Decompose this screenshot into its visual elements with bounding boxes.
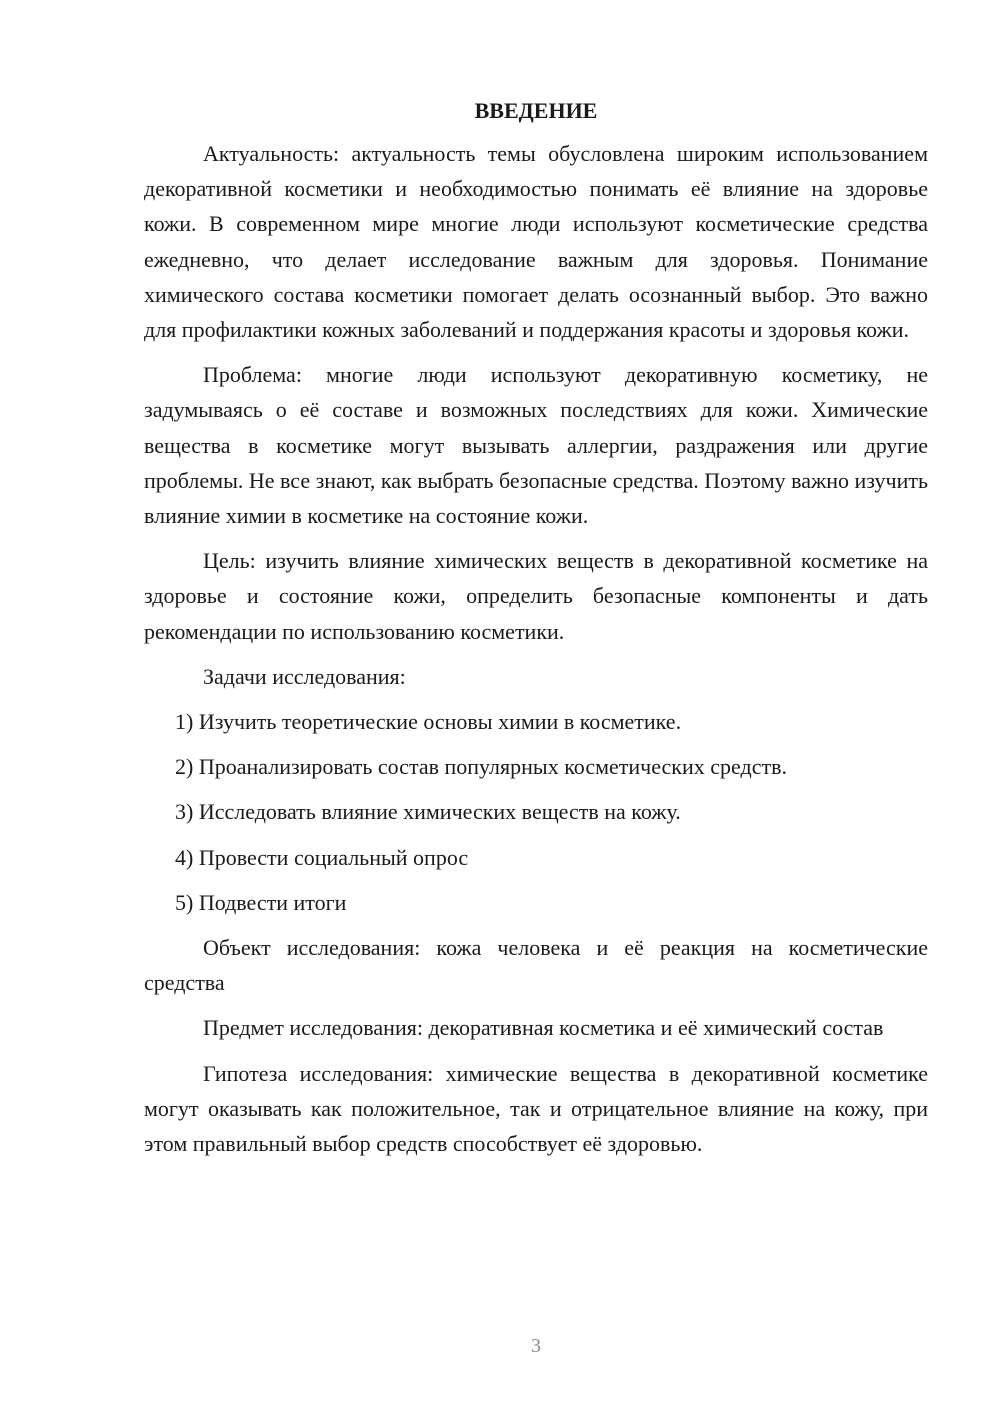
task-item: 5) Подвести итоги [175,889,347,915]
tasks-heading: Задачи исследования: [203,663,406,689]
document-body [144,96,928,1171]
goal-paragraph: Цель: изучить влияние химических веществ в декоративной косметике на здоровье и состояние кожи, определить безопасные компоненты и дать рекомендации по использованию косметики. [144,548,928,644]
task-item: 1) Изучить теоретические основы химии в косметике. [175,709,682,735]
task-item: 2) Проанализировать состав популярных косметических средств. [175,754,787,780]
section-title: ВВЕДЕНИЕ [474,98,598,123]
task-item: 3) Исследовать влияние химических веществ на кожу. [175,799,681,825]
hypothesis-paragraph: Гипотеза исследования: химические вещества в декоративной косметике могут оказывать как положительное, так и отрицательное влияние на кожу, при этом правильный выбор средств способствует её здоровью. [144,1060,928,1157]
problem-paragraph: Проблема: многие люди используют декоративную косметику, не задумываясь о её составе и возможных последствиях для кожи. Химические вещества в косметике могут вызывать аллергии, раздражения или другие проблемы. Не все знают, как выбрать безопасные средства. Поэтому важно изучить влияние химии в косметике на состояние кожи. [144,362,928,529]
task-item: 4) Провести социальный опрос [175,844,469,870]
subject-paragraph: Предмет исследования: декоративная косметика и её химический состав [203,1015,884,1041]
relevance-paragraph: Актуальность: актуальность темы обусловлена широким использованием декоративной косметики и необходимостью понимать её влияние на здоровье кожи. В современном мире многие люди используют косметические средства ежедневно, что делает исследование важным для здоровья. Понимание химического состава косметики помогает делать осознанный выбор. Это важно для профилактики кожных заболеваний и поддержания красоты и здоровья кожи. [144,141,928,343]
object-paragraph: Объект исследования: кожа человека и её реакция на косметические средства [144,935,928,996]
page-number: 3 [531,1335,541,1357]
